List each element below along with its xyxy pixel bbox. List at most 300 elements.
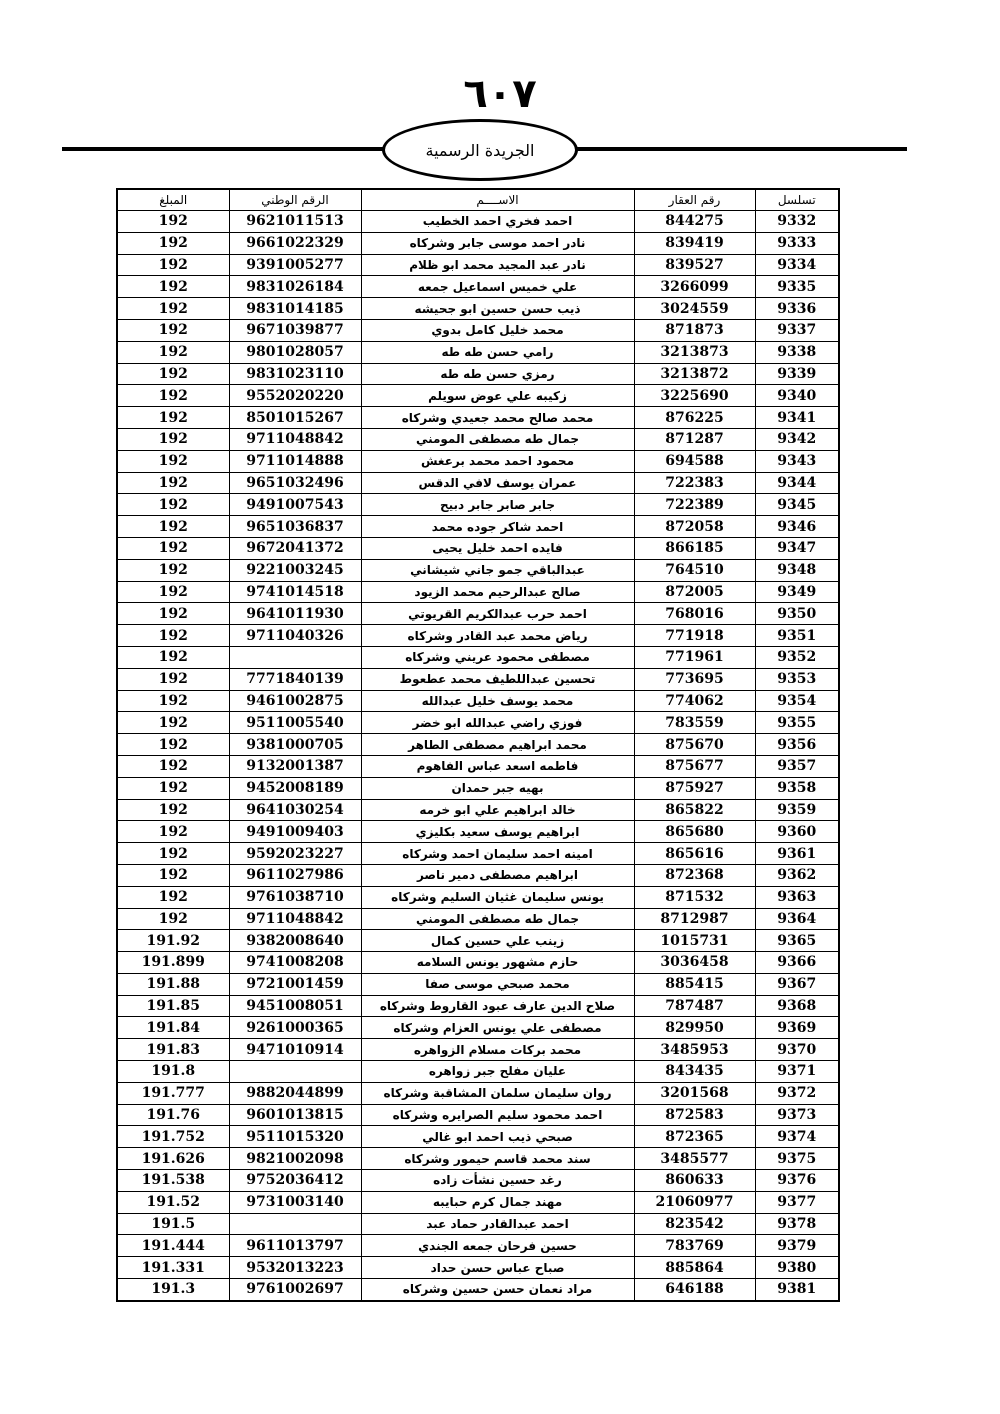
publication-title: الجريدة الرسمية: [425, 140, 535, 160]
amount-cell: 191.3: [117, 1279, 229, 1301]
serial-cell: 9371: [755, 1061, 839, 1083]
national-id-cell: 9761038710: [229, 886, 361, 908]
property-no-cell: 875670: [634, 734, 755, 756]
serial-cell: 9344: [755, 472, 839, 494]
name-cell: محمد يوسف خليل عبدالله: [361, 690, 634, 712]
page-number: ٦٠٧: [463, 71, 537, 117]
serial-cell: 9363: [755, 886, 839, 908]
national-id-cell: 9451008051: [229, 995, 361, 1017]
amount-cell: 191.88: [117, 973, 229, 995]
name-cell: حسين فرحان جمعه الجندي: [361, 1235, 634, 1257]
national-id-cell: [229, 1213, 361, 1235]
amount-cell: 192: [117, 603, 229, 625]
serial-cell: 9379: [755, 1235, 839, 1257]
property-no-cell: 774062: [634, 690, 755, 712]
national-id-cell: 9641030254: [229, 799, 361, 821]
table-row: [117, 886, 839, 908]
amount-cell: 191.83: [117, 1039, 229, 1061]
records-table: [116, 188, 840, 1302]
name-cell: فوزي راضي عبدالله ابو خضر: [361, 712, 634, 734]
amount-cell: 192: [117, 385, 229, 407]
property-no-cell: 771918: [634, 625, 755, 647]
property-no-cell: 839527: [634, 254, 755, 276]
table-row: [117, 1082, 839, 1104]
table-row: [117, 1235, 839, 1257]
name-cell: مهند جمال كرم حبايبه: [361, 1191, 634, 1213]
amount-cell: 191.752: [117, 1126, 229, 1148]
property-no-cell: 722383: [634, 472, 755, 494]
table-row: [117, 1126, 839, 1148]
property-no-cell: 771961: [634, 646, 755, 668]
table-row: [117, 1061, 839, 1083]
amount-cell: 192: [117, 472, 229, 494]
national-id-cell: 9711040326: [229, 625, 361, 647]
table-row: [117, 864, 839, 886]
national-id-cell: 9741008208: [229, 952, 361, 974]
serial-cell: 9354: [755, 690, 839, 712]
amount-cell: 192: [117, 494, 229, 516]
national-id-cell: 9261000365: [229, 1017, 361, 1039]
serial-cell: 9361: [755, 843, 839, 865]
national-id-cell: 9711014888: [229, 450, 361, 472]
property-no-cell: 3225690: [634, 385, 755, 407]
property-no-cell: 885415: [634, 973, 755, 995]
table-row: [117, 930, 839, 952]
table-row: [117, 428, 839, 450]
property-no-cell: 722389: [634, 494, 755, 516]
name-cell: سند محمد قاسم حيمور وشركاه: [361, 1148, 634, 1170]
table-row: [117, 734, 839, 756]
name-cell: خالد ابراهيم علي ابو خرمه: [361, 799, 634, 821]
name-cell: مصطفى محمود عريني وشركاه: [361, 646, 634, 668]
name-cell: فاطمه اسعد عباس الفاهوم: [361, 755, 634, 777]
table-row: [117, 712, 839, 734]
name-cell: رامي حسن طه طه: [361, 341, 634, 363]
serial-cell: 9373: [755, 1104, 839, 1126]
amount-cell: 192: [117, 428, 229, 450]
amount-cell: 192: [117, 821, 229, 843]
amount-cell: 191.899: [117, 952, 229, 974]
serial-cell: 9366: [755, 952, 839, 974]
table-row: [117, 407, 839, 429]
serial-cell: 9346: [755, 516, 839, 538]
table-row: [117, 755, 839, 777]
national-id-cell: 9821002098: [229, 1148, 361, 1170]
serial-cell: 9376: [755, 1170, 839, 1192]
amount-cell: 191.777: [117, 1082, 229, 1104]
serial-cell: 9357: [755, 755, 839, 777]
national-id-cell: 9611027986: [229, 864, 361, 886]
name-cell: صالح عبدالرحيم محمد الزيود: [361, 581, 634, 603]
table-row: [117, 952, 839, 974]
name-cell: رمزي حسن طه طه: [361, 363, 634, 385]
amount-cell: 191.85: [117, 995, 229, 1017]
serial-cell: 9358: [755, 777, 839, 799]
table-body: [117, 211, 839, 1301]
serial-cell: 9372: [755, 1082, 839, 1104]
name-cell: يونس سليمان غثيان السليم وشركاه: [361, 886, 634, 908]
name-cell: ابراهيم مصطفى دمير ناصر: [361, 864, 634, 886]
amount-cell: 191.538: [117, 1170, 229, 1192]
serial-cell: 9352: [755, 646, 839, 668]
national-id-cell: 9831023110: [229, 363, 361, 385]
national-id-cell: 9382008640: [229, 930, 361, 952]
amount-cell: 191.5: [117, 1213, 229, 1235]
property-no-cell: 3036458: [634, 952, 755, 974]
national-id-cell: 9471010914: [229, 1039, 361, 1061]
serial-cell: 9347: [755, 537, 839, 559]
property-no-cell: 866185: [634, 537, 755, 559]
serial-cell: 9348: [755, 559, 839, 581]
name-cell: محمد ابراهيم مصطفى الطاهر: [361, 734, 634, 756]
amount-cell: 191.8: [117, 1061, 229, 1083]
property-no-cell: 843435: [634, 1061, 755, 1083]
name-cell: احمد فخري احمد الخطيب: [361, 211, 634, 233]
amount-cell: 192: [117, 668, 229, 690]
serial-cell: 9377: [755, 1191, 839, 1213]
national-id-cell: 9461002875: [229, 690, 361, 712]
property-no-cell: 839419: [634, 232, 755, 254]
national-id-cell: 9592023227: [229, 843, 361, 865]
table-row: [117, 363, 839, 385]
serial-cell: 9333: [755, 232, 839, 254]
amount-cell: 192: [117, 363, 229, 385]
column-header-national-id: الرقم الوطني: [229, 189, 361, 211]
name-cell: تحسين عبداللطيف محمد عطعوط: [361, 668, 634, 690]
serial-cell: 9365: [755, 930, 839, 952]
name-cell: حازم مشهور يونس السلامه: [361, 952, 634, 974]
amount-cell: 192: [117, 690, 229, 712]
amount-cell: 191.76: [117, 1104, 229, 1126]
name-cell: احمد عبدالقادر حماد عبد: [361, 1213, 634, 1235]
property-no-cell: 694588: [634, 450, 755, 472]
name-cell: زكيبه علي عوض سويلم: [361, 385, 634, 407]
table-row: [117, 385, 839, 407]
national-id-cell: 9641011930: [229, 603, 361, 625]
table-row: [117, 341, 839, 363]
national-id-cell: 9761002697: [229, 1279, 361, 1301]
serial-cell: 9332: [755, 211, 839, 233]
serial-cell: 9381: [755, 1279, 839, 1301]
serial-cell: 9378: [755, 1213, 839, 1235]
national-id-cell: 9671039877: [229, 319, 361, 341]
table-row: [117, 843, 839, 865]
amount-cell: 192: [117, 777, 229, 799]
national-id-cell: 9491007543: [229, 494, 361, 516]
name-cell: عمران يوسف لافي الدقس: [361, 472, 634, 494]
amount-cell: 191.331: [117, 1257, 229, 1279]
serial-cell: 9364: [755, 908, 839, 930]
property-no-cell: 872365: [634, 1126, 755, 1148]
table-row: [117, 254, 839, 276]
amount-cell: 192: [117, 450, 229, 472]
name-cell: محمد بركات مسلام الزواهره: [361, 1039, 634, 1061]
table-row: [117, 211, 839, 233]
national-id-cell: 9831014185: [229, 298, 361, 320]
national-id-cell: 9621011513: [229, 211, 361, 233]
table-row: [117, 908, 839, 930]
property-no-cell: 865680: [634, 821, 755, 843]
serial-cell: 9368: [755, 995, 839, 1017]
property-no-cell: 787487: [634, 995, 755, 1017]
table-row: [117, 232, 839, 254]
name-cell: جمال طه مصطفى المومني: [361, 908, 634, 930]
name-cell: روان سليمان سلمان المشاقبة وشركاه: [361, 1082, 634, 1104]
table-row: [117, 995, 839, 1017]
amount-cell: 192: [117, 407, 229, 429]
name-cell: احمد شاكر جوده محمد: [361, 516, 634, 538]
property-no-cell: 3201568: [634, 1082, 755, 1104]
table-row: [117, 1191, 839, 1213]
property-no-cell: 3485953: [634, 1039, 755, 1061]
table-row: [117, 494, 839, 516]
name-cell: صلاح الدين عارف عبود القاروط وشركاه: [361, 995, 634, 1017]
name-cell: جمال طه مصطفى المومني: [361, 428, 634, 450]
table-row: [117, 537, 839, 559]
property-no-cell: 875927: [634, 777, 755, 799]
column-header-serial: تسلسل: [755, 189, 839, 211]
national-id-cell: 9491009403: [229, 821, 361, 843]
national-id-cell: 9801028057: [229, 341, 361, 363]
name-cell: بهيه جبر حمدان: [361, 777, 634, 799]
serial-cell: 9350: [755, 603, 839, 625]
property-no-cell: 872583: [634, 1104, 755, 1126]
property-no-cell: 3213873: [634, 341, 755, 363]
serial-cell: 9375: [755, 1148, 839, 1170]
property-no-cell: 871287: [634, 428, 755, 450]
name-cell: علي خميس اسماعيل جمعه: [361, 276, 634, 298]
name-cell: مصطفى علي يونس العزام وشركاه: [361, 1017, 634, 1039]
serial-cell: 9380: [755, 1257, 839, 1279]
amount-cell: 192: [117, 755, 229, 777]
serial-cell: 9370: [755, 1039, 839, 1061]
serial-cell: 9353: [755, 668, 839, 690]
property-no-cell: 764510: [634, 559, 755, 581]
property-no-cell: 783559: [634, 712, 755, 734]
amount-cell: 192: [117, 319, 229, 341]
table-row: [117, 450, 839, 472]
national-id-cell: 9661022329: [229, 232, 361, 254]
national-id-cell: 9721001459: [229, 973, 361, 995]
table-row: [117, 1279, 839, 1301]
serial-cell: 9337: [755, 319, 839, 341]
table-row: [117, 603, 839, 625]
name-cell: صبحي ذيب احمد ابو غالي: [361, 1126, 634, 1148]
name-cell: نادر احمد موسى جابر وشركاه: [361, 232, 634, 254]
serial-cell: 9362: [755, 864, 839, 886]
table-header-row: [117, 189, 839, 211]
table-row: [117, 1213, 839, 1235]
amount-cell: 192: [117, 734, 229, 756]
serial-cell: 9341: [755, 407, 839, 429]
amount-cell: 192: [117, 799, 229, 821]
table-row: [117, 1170, 839, 1192]
name-cell: رغد حسين نشأت زاده: [361, 1170, 634, 1192]
property-no-cell: 865616: [634, 843, 755, 865]
serial-cell: 9369: [755, 1017, 839, 1039]
national-id-cell: 7771840139: [229, 668, 361, 690]
amount-cell: 192: [117, 646, 229, 668]
table-row: [117, 799, 839, 821]
publication-title-badge: [382, 119, 578, 181]
amount-cell: 191.92: [117, 930, 229, 952]
name-cell: محمد صالح محمد جعيدي وشركاه: [361, 407, 634, 429]
amount-cell: 192: [117, 625, 229, 647]
table-row: [117, 472, 839, 494]
name-cell: ذيب حسن حسين ابو جحيشه: [361, 298, 634, 320]
table-row: [117, 1257, 839, 1279]
table-row: [117, 668, 839, 690]
serial-cell: 9359: [755, 799, 839, 821]
national-id-cell: 9552020220: [229, 385, 361, 407]
national-id-cell: 9752036412: [229, 1170, 361, 1192]
property-no-cell: 3024559: [634, 298, 755, 320]
property-no-cell: 3266099: [634, 276, 755, 298]
property-no-cell: 829950: [634, 1017, 755, 1039]
property-no-cell: 876225: [634, 407, 755, 429]
amount-cell: 192: [117, 559, 229, 581]
name-cell: احمد حرب عبدالكريم القريوتي: [361, 603, 634, 625]
property-no-cell: 871873: [634, 319, 755, 341]
serial-cell: 9356: [755, 734, 839, 756]
serial-cell: 9367: [755, 973, 839, 995]
name-cell: محمود احمد محمد برعغش: [361, 450, 634, 472]
name-cell: محمد صبحي موسى صفا: [361, 973, 634, 995]
name-cell: جابر صابر جابر دبيح: [361, 494, 634, 516]
table-row: [117, 276, 839, 298]
property-no-cell: 872058: [634, 516, 755, 538]
table-row: [117, 1148, 839, 1170]
national-id-cell: [229, 1061, 361, 1083]
serial-cell: 9349: [755, 581, 839, 603]
table-row: [117, 625, 839, 647]
table-row: [117, 821, 839, 843]
column-header-amount: المبلغ: [117, 189, 229, 211]
national-id-cell: 9831026184: [229, 276, 361, 298]
national-id-cell: 8501015267: [229, 407, 361, 429]
amount-cell: 192: [117, 254, 229, 276]
serial-cell: 9351: [755, 625, 839, 647]
property-no-cell: 646188: [634, 1279, 755, 1301]
national-id-cell: 9741014518: [229, 581, 361, 603]
national-id-cell: 9391005277: [229, 254, 361, 276]
amount-cell: 192: [117, 276, 229, 298]
serial-cell: 9340: [755, 385, 839, 407]
national-id-cell: 9611013797: [229, 1235, 361, 1257]
serial-cell: 9338: [755, 341, 839, 363]
name-cell: زينب علي حسين كمال: [361, 930, 634, 952]
national-id-cell: 9511015320: [229, 1126, 361, 1148]
table-row: [117, 690, 839, 712]
table-row: [117, 581, 839, 603]
amount-cell: 191.626: [117, 1148, 229, 1170]
national-id-cell: 9221003245: [229, 559, 361, 581]
serial-cell: 9342: [755, 428, 839, 450]
national-id-cell: 9651036837: [229, 516, 361, 538]
property-no-cell: 21060977: [634, 1191, 755, 1213]
serial-cell: 9345: [755, 494, 839, 516]
national-id-cell: [229, 646, 361, 668]
column-header-name: الاســــم: [361, 189, 634, 211]
serial-cell: 9374: [755, 1126, 839, 1148]
serial-cell: 9339: [755, 363, 839, 385]
property-no-cell: 3213872: [634, 363, 755, 385]
serial-cell: 9355: [755, 712, 839, 734]
amount-cell: 192: [117, 341, 229, 363]
national-id-cell: 9651032496: [229, 472, 361, 494]
name-cell: امينه احمد سليمان احمد وشركاه: [361, 843, 634, 865]
national-id-cell: 9601013815: [229, 1104, 361, 1126]
name-cell: احمد محمود سليم الصرايره وشركاه: [361, 1104, 634, 1126]
name-cell: نادر عبد المجيد محمد ابو ظلام: [361, 254, 634, 276]
name-cell: رياض محمد عبد القادر وشركاه: [361, 625, 634, 647]
national-id-cell: 9672041372: [229, 537, 361, 559]
property-no-cell: 872368: [634, 864, 755, 886]
amount-cell: 191.52: [117, 1191, 229, 1213]
amount-cell: 192: [117, 537, 229, 559]
table-row: [117, 1104, 839, 1126]
property-no-cell: 860633: [634, 1170, 755, 1192]
table-row: [117, 777, 839, 799]
national-id-cell: 9882044899: [229, 1082, 361, 1104]
table-row: [117, 1039, 839, 1061]
national-id-cell: 9711048842: [229, 428, 361, 450]
property-no-cell: 8712987: [634, 908, 755, 930]
serial-cell: 9336: [755, 298, 839, 320]
amount-cell: 192: [117, 211, 229, 233]
amount-cell: 192: [117, 298, 229, 320]
property-no-cell: 865822: [634, 799, 755, 821]
national-id-cell: 9532013223: [229, 1257, 361, 1279]
name-cell: محمد خليل كامل بدوي: [361, 319, 634, 341]
property-no-cell: 1015731: [634, 930, 755, 952]
serial-cell: 9334: [755, 254, 839, 276]
national-id-cell: 9132001387: [229, 755, 361, 777]
table-row: [117, 559, 839, 581]
serial-cell: 9343: [755, 450, 839, 472]
national-id-cell: 9452008189: [229, 777, 361, 799]
national-id-cell: 9381000705: [229, 734, 361, 756]
name-cell: مراد نعمان حسن حسين وشركاه: [361, 1279, 634, 1301]
amount-cell: 192: [117, 516, 229, 538]
property-no-cell: 773695: [634, 668, 755, 690]
serial-cell: 9360: [755, 821, 839, 843]
property-no-cell: 885864: [634, 1257, 755, 1279]
amount-cell: 192: [117, 908, 229, 930]
table-row: [117, 646, 839, 668]
name-cell: عبدالباقي جمو جاني شيشاني: [361, 559, 634, 581]
column-header-property-no: رقم العقار: [634, 189, 755, 211]
table-row: [117, 1017, 839, 1039]
name-cell: فايده احمد خليل يحيى: [361, 537, 634, 559]
national-id-cell: 9511005540: [229, 712, 361, 734]
amount-cell: 192: [117, 864, 229, 886]
table-row: [117, 516, 839, 538]
property-no-cell: 875677: [634, 755, 755, 777]
amount-cell: 192: [117, 886, 229, 908]
property-no-cell: 872005: [634, 581, 755, 603]
property-no-cell: 783769: [634, 1235, 755, 1257]
amount-cell: 192: [117, 843, 229, 865]
property-no-cell: 871532: [634, 886, 755, 908]
amount-cell: 192: [117, 232, 229, 254]
amount-cell: 192: [117, 581, 229, 603]
name-cell: عليان مفلح جبر زواهره: [361, 1061, 634, 1083]
amount-cell: 192: [117, 712, 229, 734]
table-row: [117, 973, 839, 995]
amount-cell: 191.84: [117, 1017, 229, 1039]
table-row: [117, 319, 839, 341]
